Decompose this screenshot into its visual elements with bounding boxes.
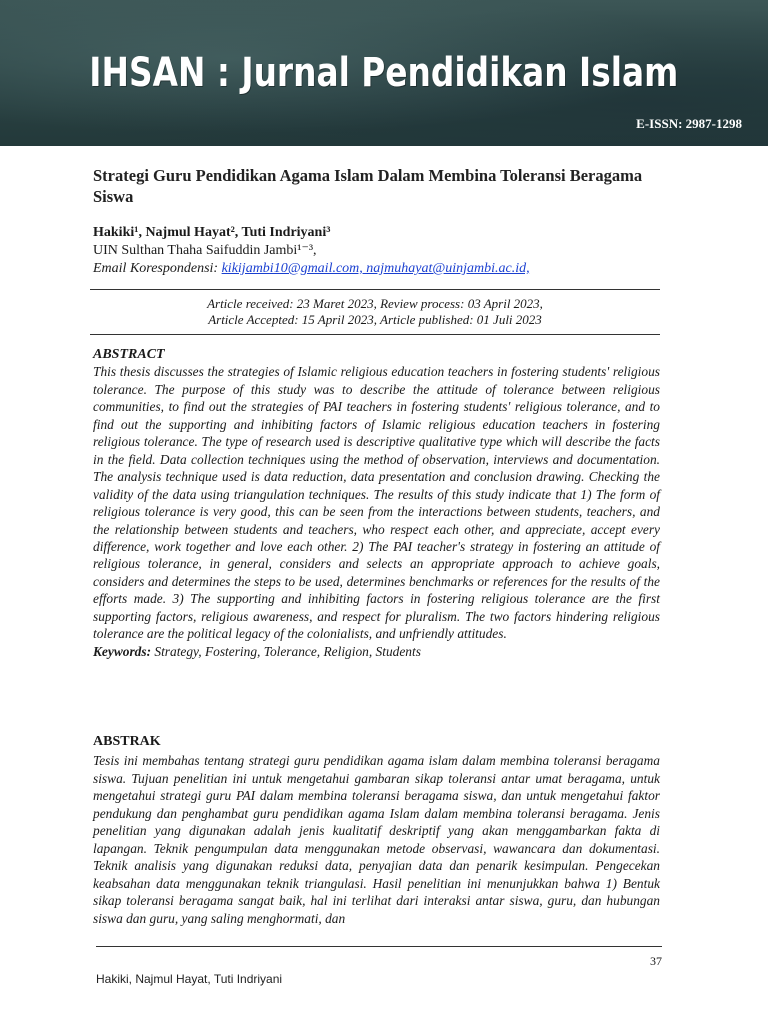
dates-line-2: Article Accepted: 15 April 2023, Article published: 01 Juli 2023 [208, 312, 542, 327]
author-affiliation: UIN Sulthan Thaha Saifuddin Jambi¹⁻³, [93, 243, 317, 258]
issn-label: E-ISSN: 2987-1298 [636, 116, 742, 131]
abstract-heading: ABSTRACT [93, 347, 165, 362]
divider-bottom [90, 334, 660, 335]
running-authors: Hakiki, Najmul Hayat, Tuti Indriyani [96, 972, 283, 986]
keywords-line [93, 643, 660, 660]
abstract-text: This thesis discusses the strategies of Islamic religious education teachers in fostering students' religious tolerance. The purpose of this study was to describe the attitude of tolerance between religious communities, to find out the strategies of PAI teachers in fostering students' religious tolerance, and to find out the supporting and inhibiting factors of Islamic religious education teachers in fostering religious tolerance. The type of research used is descriptive qualitative type which will describe the facts in the field. Data collection techniques using the method of observation, interviews and documentation. The analysis technique used is data reduction, data presentation and conclusion drawing. Checking the validity of the data using triangulation techniques. The results of this study indicate that 1) The form of religious tolerance is very good, this can be seen from the interactions between students, teachers, and the relationship between students and teachers, who respect each other, and appreciate, accept every difference, work together and love each other. 2) The PAI teacher's strategy in fostering an attitude of religious tolerance, in general, considers and selects an appropriate approach to achieve goals, considers and determines the steps to be used, determines benchmarks or references for the results of the efforts made. 3) The supporting and inhibiting factors in fostering religious tolerance are the first supporting factors, religious awareness, and respect for pluralism. The two factors hindering religious tolerance are the political legacy of the colonialists, and unfriendly attitudes. [93, 364, 660, 642]
keywords-text: Strategy, Fostering, Tolerance, Religion, Students [151, 643, 421, 659]
email-label: Email Korespondensi: [93, 261, 222, 276]
email-link[interactable]: kikijambi10@gmail.com, najmuhayat@uinjambi.ac.id, [221, 261, 530, 276]
journal-title: IHSAN : Jurnal Pendidikan Islam [89, 50, 679, 96]
abstrak-text: Tesis ini membahas tentang strategi guru pendidikan agama islam dalam membina toleransi beragama siswa. Tujuan penelitian ini untuk mengetahui gambaran sikap toleransi antar umat beragama, untuk mengetahui strategi guru PAI dalam membina toleransi beragama siswa, dan untuk mengetahui faktor pendukung dan penghambat guru pendidikan agama Islam dalam membina toleransi beragama. Jenis penelitian yang digunakan adalah jenis kualitatif deskriptif yang akan menggambarkan fakta di lapangan. Teknik pengumpulan data menggunakan metode observasi, wawancara dan dokumentasi. Teknik analisis yang digunakan reduksi data, penyajian data dan penarik kesimpulan. Pengecekan keabsahan data menggunakan teknik triangulasi. Hasil penelitian ini menunjukkan bahwa 1) Bentuk sikap toleransi beragama sangat baik, hal ini terlihat dari interaksi antar siswa, guru, dan hubungan siswa dan guru, yang saling menghormati, dan [93, 753, 660, 926]
page-number: 37 [650, 954, 662, 968]
dates-line-1: Article received: 23 Maret 2023, Review process: 03 April 2023, [207, 296, 543, 311]
abstract-section [93, 346, 660, 660]
divider-top [90, 289, 660, 290]
correspondence-email [93, 260, 673, 278]
abstrak-heading: ABSTRAK [93, 734, 161, 749]
article-dates [90, 296, 660, 328]
article-title: Strategi Guru Pendidikan Agama Islam Dalam Membina Toleransi Beragama Siswa [93, 166, 643, 206]
footer-rule [96, 946, 662, 947]
journal-banner [0, 0, 768, 146]
author-names: Hakiki¹, Najmul Hayat², Tuti Indriyani³ [93, 225, 331, 240]
keywords-label: Keywords: [93, 643, 152, 659]
author-block [93, 224, 673, 278]
